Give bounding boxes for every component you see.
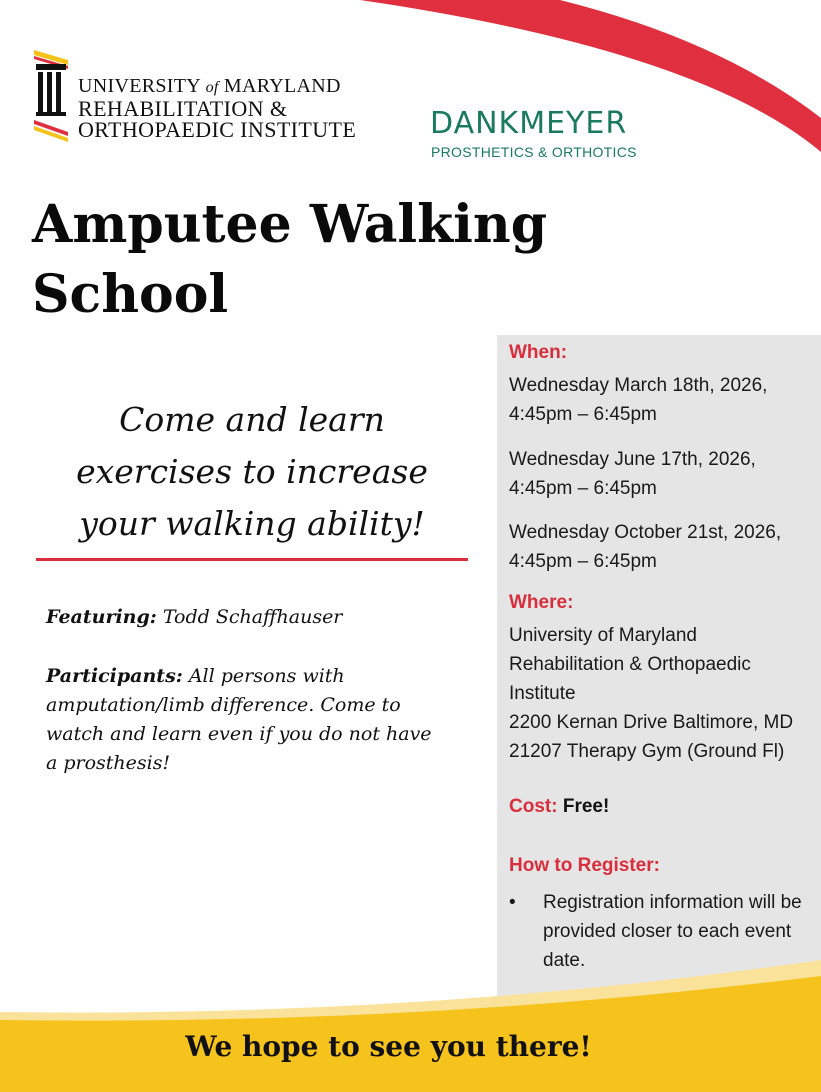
where-heading: Where: [509,592,574,613]
when-heading: When: [509,342,568,363]
address-line: University of Maryland [509,625,697,646]
footer-message: We hope to see you there! [185,1030,592,1063]
umd-logo-line1: UNIVERSITY of MARYLAND [78,75,341,97]
featuring [46,603,436,632]
location-address [509,621,814,766]
umd-logo-line2: REHABILITATION & [78,96,288,121]
address-line: Rehabilitation & Orthopaedic [509,654,751,675]
cost [509,796,609,818]
dankmeyer-logo [430,106,660,166]
participants-value: All persons with amputation/limb difference. Come to watch and learn even if you do not have a prosthesis! [46,665,432,774]
participants [46,662,436,778]
address-line: Institute [509,683,576,704]
bottom-gold-swoosh [0,960,821,1092]
register-info-text: Registration information will be provided closer to each event date. [543,892,802,971]
umd-logo-line3: ORTHOPAEDIC INSTITUTE [78,117,357,142]
dankmeyer-tagline: PROSTHETICS & ORTHOTICS [431,144,637,160]
page-title: Amputee Walking School [32,194,548,325]
umd-columns-icon [30,42,74,142]
event-details-panel [497,335,821,1000]
register-heading: How to Register: [509,855,660,876]
tagline-divider [36,558,468,561]
featuring-value: Todd Schaffhauser [162,606,343,628]
date-item [509,445,814,503]
cost-value: Free! [562,796,610,817]
tagline: Come and learn exercises to increase your walking ability! [76,400,428,543]
address-line: 2200 Kernan Drive Baltimore, MD [509,712,794,733]
bullet: • [509,892,516,913]
featuring-label: Featuring: [46,606,157,628]
date-time: 4:45pm – 6:45pm [509,551,657,572]
date-day: Wednesday June 17th, 2026, [509,449,756,470]
participants-label: Participants: [46,665,183,687]
date-item [509,518,814,576]
date-day: Wednesday March 18th, 2026, [509,375,768,396]
address-line: 21207 Therapy Gym (Ground Fl) [509,741,785,762]
date-day: Wednesday October 21st, 2026, [509,522,782,543]
cost-label: Cost: [509,796,558,817]
dankmeyer-name: DANKMEYER [430,106,628,141]
date-time: 4:45pm – 6:45pm [509,478,657,499]
date-time: 4:45pm – 6:45pm [509,404,657,425]
date-item [509,371,814,429]
umd-rehab-logo [30,42,360,152]
